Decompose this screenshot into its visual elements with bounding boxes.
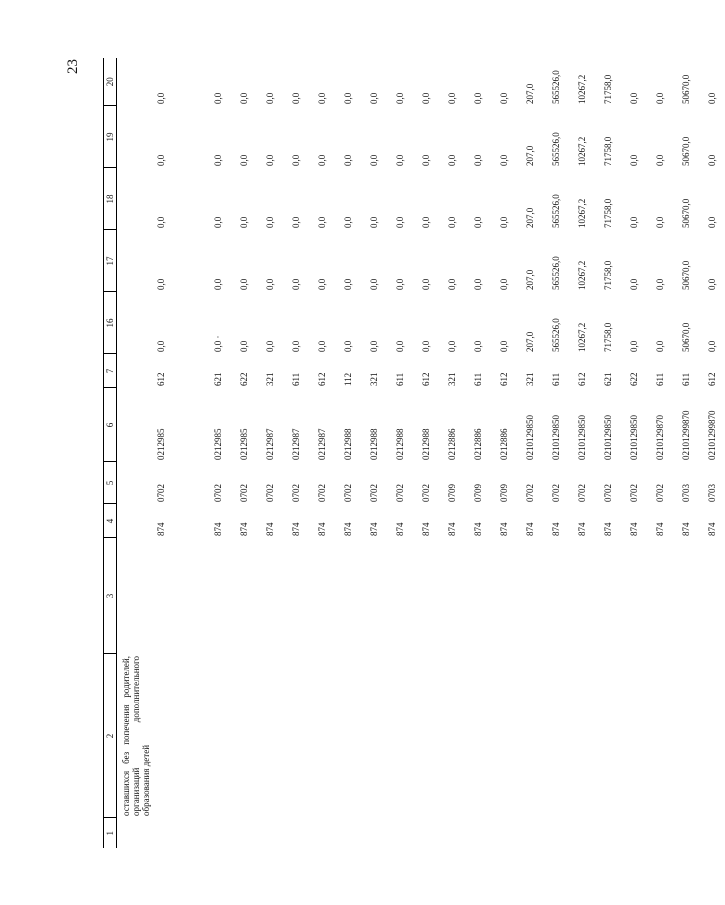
- table-cell: 611: [472, 372, 483, 386]
- column-header: 5: [104, 462, 117, 504]
- table-row: [283, 58, 309, 848]
- table-row: [699, 58, 725, 848]
- table-cell: 0,0: [264, 216, 275, 228]
- table-cell: 0,0: [290, 216, 301, 228]
- table-cell: 0,0: [316, 216, 327, 228]
- table-row: [517, 58, 543, 848]
- cell-description: [205, 654, 231, 818]
- table-cell: 0,0: [155, 154, 166, 166]
- table-cell: 0,0: [654, 154, 665, 166]
- table-cell: 207,0: [524, 83, 535, 104]
- table-row: [231, 58, 257, 848]
- table-cell: 0210129850: [524, 415, 535, 460]
- table-cell: 0,0: [342, 216, 353, 228]
- cell-col-1: [647, 818, 673, 848]
- table-cell: 0,0: [654, 216, 665, 228]
- table-row: [491, 58, 517, 848]
- table-row: [361, 58, 387, 848]
- table-cell: 0709: [498, 484, 509, 502]
- cell-col-3: [257, 538, 283, 654]
- cell-description: [491, 654, 517, 818]
- rotated-table-container: [103, 58, 717, 848]
- table-cell: 0,0: [498, 340, 509, 352]
- table-cell: 0,0: [342, 340, 353, 352]
- cell-col-1: [231, 818, 257, 848]
- table-cell: 874: [264, 522, 275, 536]
- cell-description: [387, 654, 413, 818]
- table-cell: 71758,0: [602, 260, 613, 290]
- cell-col-3: [517, 538, 543, 654]
- table-cell: 0,0: [342, 92, 353, 104]
- column-header: 19: [104, 106, 117, 168]
- table-cell: 0212886: [498, 428, 509, 460]
- table-cell: 0,0: [368, 154, 379, 166]
- table-cell: 50670,0: [680, 260, 691, 290]
- table-cell: 0,0: [342, 154, 353, 166]
- table-cell: 0,0: [472, 340, 483, 352]
- table-cell: 611: [550, 372, 561, 386]
- cell-col-1: [673, 818, 699, 848]
- table-cell: 0702: [342, 484, 353, 502]
- table-cell: 874: [628, 522, 639, 536]
- table-cell: 874: [342, 522, 353, 536]
- column-header: 7: [104, 354, 117, 388]
- table-cell: 0210129870: [654, 415, 665, 460]
- cell-description: [517, 654, 543, 818]
- table-row: [595, 58, 621, 848]
- table-row: [647, 58, 673, 848]
- cell-col-1: [387, 818, 413, 848]
- table-cell: 0702: [550, 484, 561, 502]
- table-cell: 565526,0: [550, 132, 561, 166]
- cell-col-3: [647, 538, 673, 654]
- table-cell: 611: [290, 372, 301, 386]
- cell-col-3: [621, 538, 647, 654]
- table-cell: 50670,0: [680, 198, 691, 228]
- table-cell: 0,0: [342, 278, 353, 290]
- table-cell: 0702: [264, 484, 275, 502]
- table-cell: 321: [446, 372, 457, 386]
- table-cell: 50670,0: [680, 136, 691, 166]
- table-cell: 874: [238, 522, 249, 536]
- table-cell: 0702: [602, 484, 613, 502]
- cell-col-1: [413, 818, 439, 848]
- table-cell: 0,0: [316, 340, 327, 352]
- table-cell: 0,0: [706, 216, 717, 228]
- table-row: [257, 58, 283, 848]
- table-cell: 612: [706, 372, 717, 386]
- table-row: [673, 58, 699, 848]
- table-cell: 874: [602, 522, 613, 536]
- table-cell: 874: [446, 522, 457, 536]
- table-cell: 0,0: [628, 92, 639, 104]
- cell-description: [543, 654, 569, 818]
- column-header: 6: [104, 388, 117, 462]
- table-cell: 0,0: [394, 92, 405, 104]
- table-cell: 0,0: [264, 278, 275, 290]
- table-cell: 112: [342, 372, 353, 386]
- table-cell: 0,0: [212, 216, 223, 228]
- table-cell: 611: [654, 372, 665, 386]
- table-cell: 71758,0: [602, 74, 613, 104]
- table-cell: 0,0: [654, 278, 665, 290]
- table-cell: 612: [498, 372, 509, 386]
- table-cell: 0,0: [498, 92, 509, 104]
- table-cell: 0,0: [238, 154, 249, 166]
- cell-col-3: [117, 538, 206, 654]
- table-cell: 0702: [420, 484, 431, 502]
- table-cell: 0212985: [155, 428, 166, 460]
- table-cell: 207,0: [524, 269, 535, 290]
- page-number: 23: [65, 59, 81, 74]
- table-cell: 874: [680, 522, 691, 536]
- table-cell: 0,0: [446, 340, 457, 352]
- table-body: [117, 58, 725, 848]
- table-row: [335, 58, 361, 848]
- table-row: [439, 58, 465, 848]
- table-cell: 0,0: [498, 154, 509, 166]
- cell-col-1: [335, 818, 361, 848]
- table-cell: 0,0: [472, 216, 483, 228]
- table-cell: 0,0: [706, 278, 717, 290]
- table-cell: 02101299870: [680, 410, 691, 460]
- table-cell: 612: [155, 372, 166, 386]
- column-header-row: [104, 58, 117, 848]
- cell-col-1: [699, 818, 725, 848]
- table-cell: 0,0: [420, 216, 431, 228]
- table-cell: 0,0: [290, 92, 301, 104]
- table-cell: 565526,0: [550, 70, 561, 104]
- table-cell: 874: [420, 522, 431, 536]
- table-cell: 0,0: [472, 154, 483, 166]
- table-cell: 0,0: [394, 154, 405, 166]
- table-cell: 0,0: [316, 278, 327, 290]
- table-cell: 874: [394, 522, 405, 536]
- table-cell: 0,0: [706, 92, 717, 104]
- table-row: [413, 58, 439, 848]
- cell-description: [257, 654, 283, 818]
- cell-col-3: [595, 538, 621, 654]
- table-cell: 0702: [524, 484, 535, 502]
- table-cell: 0210129850: [576, 415, 587, 460]
- table-cell: 0702: [290, 484, 301, 502]
- cell-col-3: [335, 538, 361, 654]
- table-cell: 0,0: [155, 278, 166, 290]
- cell-description: [465, 654, 491, 818]
- table-cell: 874: [316, 522, 327, 536]
- table-cell: 874: [290, 522, 301, 536]
- cell-description: оставшихся без попечения родителей, организаций дополнительного образования детей: [121, 656, 151, 816]
- cell-col-3: [283, 538, 309, 654]
- table-cell: 0,0: [368, 340, 379, 352]
- table-cell: 874: [706, 522, 717, 536]
- table-cell: 0,0: [420, 278, 431, 290]
- cell-col-3: [205, 538, 231, 654]
- table-cell: 0210129850: [602, 415, 613, 460]
- table-cell: 0,0: [155, 92, 166, 104]
- table-cell: 0,0: [472, 278, 483, 290]
- budget-table: [103, 58, 725, 848]
- column-header: 4: [104, 504, 117, 538]
- table-cell: 622: [628, 372, 639, 386]
- table-cell: 207,0: [524, 145, 535, 166]
- table-cell: 10267,2: [576, 74, 587, 104]
- table-cell: 0,0: [264, 340, 275, 352]
- table-cell: 0702: [654, 484, 665, 502]
- table-cell: 0,0: [654, 340, 665, 352]
- table-cell: 0212886: [472, 428, 483, 460]
- table-cell: 612: [420, 372, 431, 386]
- table-cell: 50670,0: [680, 74, 691, 104]
- column-header: 2: [104, 654, 117, 818]
- table-row: [569, 58, 595, 848]
- table-row: [387, 58, 413, 848]
- table-cell: 0212987: [264, 428, 275, 460]
- table-cell: 0,0: [628, 340, 639, 352]
- table-cell: 611: [680, 372, 691, 386]
- table-cell: 874: [576, 522, 587, 536]
- table-cell: 0,0: [472, 92, 483, 104]
- cell-description: [595, 654, 621, 818]
- table-cell: 0,0: [446, 154, 457, 166]
- table-cell: 0212985: [212, 428, 223, 460]
- table-cell: 0,0: [212, 278, 223, 290]
- cell-col-3: [569, 538, 595, 654]
- table-cell: 207,0: [524, 207, 535, 228]
- table-cell: 565526,0: [550, 194, 561, 228]
- table-cell: 71758,0: [602, 136, 613, 166]
- table-cell: 0702: [368, 484, 379, 502]
- cell-col-1: [543, 818, 569, 848]
- table-cell: 874: [155, 522, 166, 536]
- table-cell: 0,0: [420, 92, 431, 104]
- table-cell: 0,0: [264, 154, 275, 166]
- cell-col-1: [117, 818, 206, 848]
- cell-col-1: [465, 818, 491, 848]
- cell-description: [413, 654, 439, 818]
- table-cell: 0,0: [212, 154, 223, 166]
- table-cell: 10267,2: [576, 136, 587, 166]
- column-header: 17: [104, 230, 117, 292]
- cell-description: [335, 654, 361, 818]
- table-cell: 71758,0: [602, 322, 613, 352]
- cell-col-3: [231, 538, 257, 654]
- table-cell: 874: [498, 522, 509, 536]
- cell-col-3: [673, 538, 699, 654]
- cell-col-3: [543, 538, 569, 654]
- table-cell: 0,0: [368, 92, 379, 104]
- table-cell: 0702: [394, 484, 405, 502]
- table-cell: 0709: [472, 484, 483, 502]
- table-cell: 0210129850: [550, 415, 561, 460]
- cell-description: [647, 654, 673, 818]
- cell-col-1: [361, 818, 387, 848]
- table-cell: 0,0: [446, 216, 457, 228]
- table-cell: 0,0: [446, 278, 457, 290]
- table-row: [465, 58, 491, 848]
- table-cell: 0,0: [420, 340, 431, 352]
- table-cell: 0212987: [290, 428, 301, 460]
- table-cell: 0709: [446, 484, 457, 502]
- table-cell: 02101299870: [706, 410, 717, 460]
- table-cell: 0212987: [316, 428, 327, 460]
- column-header: 20: [104, 58, 117, 106]
- table-cell: 0212988: [394, 428, 405, 460]
- table-cell: 0,0: [394, 278, 405, 290]
- table-cell: 0,0: [290, 340, 301, 352]
- table-cell: 10267,2: [576, 198, 587, 228]
- table-cell: 874: [368, 522, 379, 536]
- table-row: [205, 58, 231, 848]
- table-cell: 0702: [155, 484, 166, 502]
- table-row: [309, 58, 335, 848]
- table-cell: 10267,2: [576, 322, 587, 352]
- table-cell: 611: [394, 372, 405, 386]
- table-cell: 0,0: [238, 92, 249, 104]
- table-cell: 0702: [212, 484, 223, 502]
- table-cell: 0212886: [446, 428, 457, 460]
- table-cell: 0,0: [316, 154, 327, 166]
- table-row: [117, 58, 206, 848]
- table-cell: 874: [472, 522, 483, 536]
- table-cell: 0,0: [706, 340, 717, 352]
- table-cell: 0,0: [264, 92, 275, 104]
- table-cell: 612: [316, 372, 327, 386]
- table-cell: 0212985: [238, 428, 249, 460]
- table-cell: 0702: [628, 484, 639, 502]
- cell-description: [309, 654, 335, 818]
- column-header: 3: [104, 538, 117, 654]
- table-cell: 621: [212, 372, 223, 386]
- table-cell: 0702: [238, 484, 249, 502]
- table-cell: 0212988: [420, 428, 431, 460]
- cell-col-3: [439, 538, 465, 654]
- table-cell: 0,0: [394, 340, 405, 352]
- table-cell: 50670,0: [680, 322, 691, 352]
- table-cell: 0,0: [238, 340, 249, 352]
- table-cell: 0212988: [368, 428, 379, 460]
- table-cell: 0703: [680, 484, 691, 502]
- cell-col-3: [361, 538, 387, 654]
- table-cell: 565526,0: [550, 318, 561, 352]
- cell-col-1: [569, 818, 595, 848]
- table-cell: 874: [550, 522, 561, 536]
- table-cell: 0,0: [628, 154, 639, 166]
- table-cell: 0,0: [155, 340, 166, 352]
- table-cell: 0,0: [290, 278, 301, 290]
- table-cell: 0,0: [368, 278, 379, 290]
- table-cell: 0,0: [238, 216, 249, 228]
- cell-description: [439, 654, 465, 818]
- table-cell: 0702: [316, 484, 327, 502]
- table-cell: 0,0: [394, 216, 405, 228]
- table-cell: 0,0: [155, 216, 166, 228]
- cell-col-1: [491, 818, 517, 848]
- cell-description: [361, 654, 387, 818]
- table-cell: 0,0: [446, 92, 457, 104]
- cell-description: [569, 654, 595, 818]
- cell-col-1: [257, 818, 283, 848]
- table-cell: 0,0: [316, 92, 327, 104]
- cell-description: [621, 654, 647, 818]
- cell-col-1: [517, 818, 543, 848]
- table-cell: 0,0: [290, 154, 301, 166]
- table-cell: 0702: [576, 484, 587, 502]
- table-cell: 0,0: [212, 92, 223, 104]
- cell-col-1: [621, 818, 647, 848]
- cell-col-3: [413, 538, 439, 654]
- table-cell: 0703: [706, 484, 717, 502]
- table-cell: 321: [368, 372, 379, 386]
- cell-col-1: [309, 818, 335, 848]
- table-row: [621, 58, 647, 848]
- table-cell: 0212988: [342, 428, 353, 460]
- cell-col-1: [283, 818, 309, 848]
- table-cell: 321: [264, 372, 275, 386]
- cell-col-3: [309, 538, 335, 654]
- table-cell: 207,0: [524, 331, 535, 352]
- table-row: [543, 58, 569, 848]
- table-cell: 0,0: [420, 154, 431, 166]
- table-cell: 0,0 ·: [212, 335, 223, 352]
- table-cell: 10267,2: [576, 260, 587, 290]
- table-cell: 621: [602, 372, 613, 386]
- cell-col-3: [491, 538, 517, 654]
- table-cell: 874: [654, 522, 665, 536]
- cell-col-1: [205, 818, 231, 848]
- table-cell: 0210129850: [628, 415, 639, 460]
- table-cell: 0,0: [628, 216, 639, 228]
- cell-col-3: [465, 538, 491, 654]
- cell-col-1: [595, 818, 621, 848]
- cell-col-3: [387, 538, 413, 654]
- table-cell: 0,0: [706, 154, 717, 166]
- table-cell: 874: [524, 522, 535, 536]
- table-cell: 622: [238, 372, 249, 386]
- cell-description: [231, 654, 257, 818]
- table-cell: 321: [524, 372, 535, 386]
- column-header: 16: [104, 292, 117, 354]
- table-cell: 612: [576, 372, 587, 386]
- cell-col-1: [439, 818, 465, 848]
- table-cell: 71758,0: [602, 198, 613, 228]
- table-cell: 0,0: [654, 92, 665, 104]
- cell-col-3: [699, 538, 725, 654]
- cell-description: [283, 654, 309, 818]
- table-cell: 0,0: [368, 216, 379, 228]
- cell-description: [699, 654, 725, 818]
- table-cell: 0,0: [498, 278, 509, 290]
- table-cell: 0,0: [628, 278, 639, 290]
- cell-description: [673, 654, 699, 818]
- table-cell: 0,0: [238, 278, 249, 290]
- column-header: 1: [104, 818, 117, 848]
- column-header: 18: [104, 168, 117, 230]
- table-cell: 0,0: [498, 216, 509, 228]
- table-cell: 874: [212, 522, 223, 536]
- table-cell: 565526,0: [550, 256, 561, 290]
